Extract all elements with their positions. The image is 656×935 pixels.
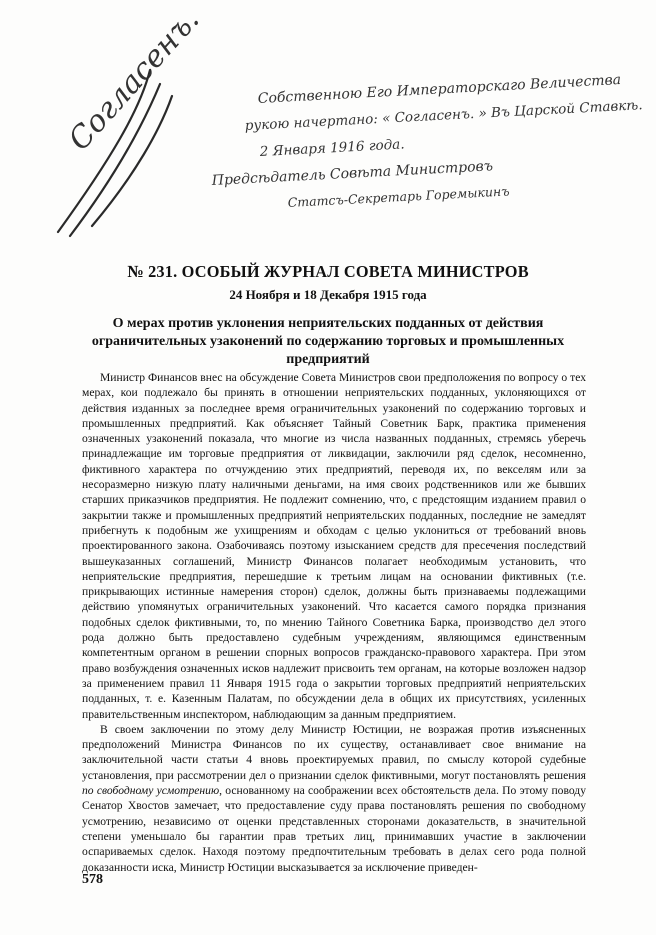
document-heading [0, 262, 656, 369]
margin-note: Согласенъ. [61, 2, 207, 158]
paragraph-2-emphasis: по свободному усмотрению [82, 784, 220, 798]
resolution-line: рукою начертано: « Согласенъ. » Въ Царской Ставкѣ. [244, 97, 643, 134]
document-date: 24 Ноября и 18 Декабря 1915 года [229, 287, 427, 302]
handwritten-resolution [0, 0, 656, 250]
resolution-line: Предсѣдатель Совѣта Министровъ [211, 158, 494, 189]
paragraph-1: Министр Финансов внес на обсуждение Совета Министров свои предположения по вопросу о тех мерах, кои подлежало бы принять в отношении неприятельских подданных, уклоняющихся от действия изданных за последнее время ограничительных узаконений по содержанию торговых и промышленных предприятий. Как объясняет Тайный Советник Барк, практика применения означенных узаконений показала, что многие из числа названных подданных, стремясь уберечь принадлежащие им торговые предприятия от ликвидации, заключили ряд сделок, несомненно, фиктивного характера по отчуждению этих предприятий, переводя их, по векселям или за несоразмерно низкую плату наличными деньгами, на имя своих родственников или же бывших старших приказчиков предприятия. Не подлежит сомнению, что, с предстоящим изданием правил о закрытии также и промышленных предприятий неприятельских подданных, последние не замедлят прибегнуть к подобным же ухищрениям и обходам с целью уклониться от требований вновь проектированного закона. Озабочиваясь поэтому изысканием средств для пресечения последствий вышеуказанных соглашений, Министр Финансов полагает необходимым установить, что неприятельские предприятия, перешедшие к третьим лицам на основании фиктивных (т.е. прикрывающих истинные намерения сторон) сделок, должны быть признаваемы подлежащими действию упомянутых ограничительных узаконений. Что касается самого порядка признания подобных сделок фиктивными, то, по мнению Тайного Советника Барка, производство дел этого рода должно быть предоставлено судебным учреждениям, являющимся единственным компетентным органом в решении спорных вопросов гражданско-правового характера. При этом право возбуждения означенных исков надлежит присвоить тем органам, на которые возложен надзор за применением правил 11 Января 1915 года о закрытии торговых предприятий неприятельских подданных, т. е. Казенным Палатам, по обсуждении дела в общих их присутствиях, усиленных правительственным инспектором, наблюдающим за данным предприятием. [82, 371, 586, 721]
paragraph-2 [82, 722, 586, 875]
document-title: № 231. ОСОБЫЙ ЖУРНАЛ СОВЕТА МИНИСТРОВ [127, 262, 529, 281]
body-text [82, 370, 586, 875]
resolution-line: 2 Января 1916 года. [259, 136, 405, 160]
resolution-line: Статсъ-Секретарь Горемыкинъ [287, 183, 510, 210]
paragraph-2-part-b: , основанному на соображении всех обстоятельств дела. По этому поводу Сенатор Хвостов замечает, что предоставление суду права постановлять решения по свободному усмотрению, независимо от оценки представленных сторонами доказательств, в значительной степени уменьшало бы гарантии прав третьих лиц, принимавших участие в заключении оспариваемых сделок. Находя поэтому предпочтительным требовать в делах сего рода полной доказанности иска, Министр Юстиции высказывается за исключение приведен- [82, 784, 586, 874]
paragraph-2-part-a: В своем заключении по этому делу Министр Юстиции, не возражая против изъясненных предположений Министра Финансов по их существу, останавливает свое внимание на заключительной части статьи 4 вновь проектируемых правил, по смыслу которой судебные установления, при рассмотрении дел о признании сделок фиктивными, могут постановлять решения [82, 722, 586, 782]
page-number: 578 [82, 872, 103, 887]
resolution-line: Собственною Его Императорскаго Величества [257, 71, 622, 107]
document-subtitle: О мерах против уклонения неприятельских подданных от действия ограничительных узаконений по содержанию торговых и промышленных предприятий [91, 316, 565, 367]
